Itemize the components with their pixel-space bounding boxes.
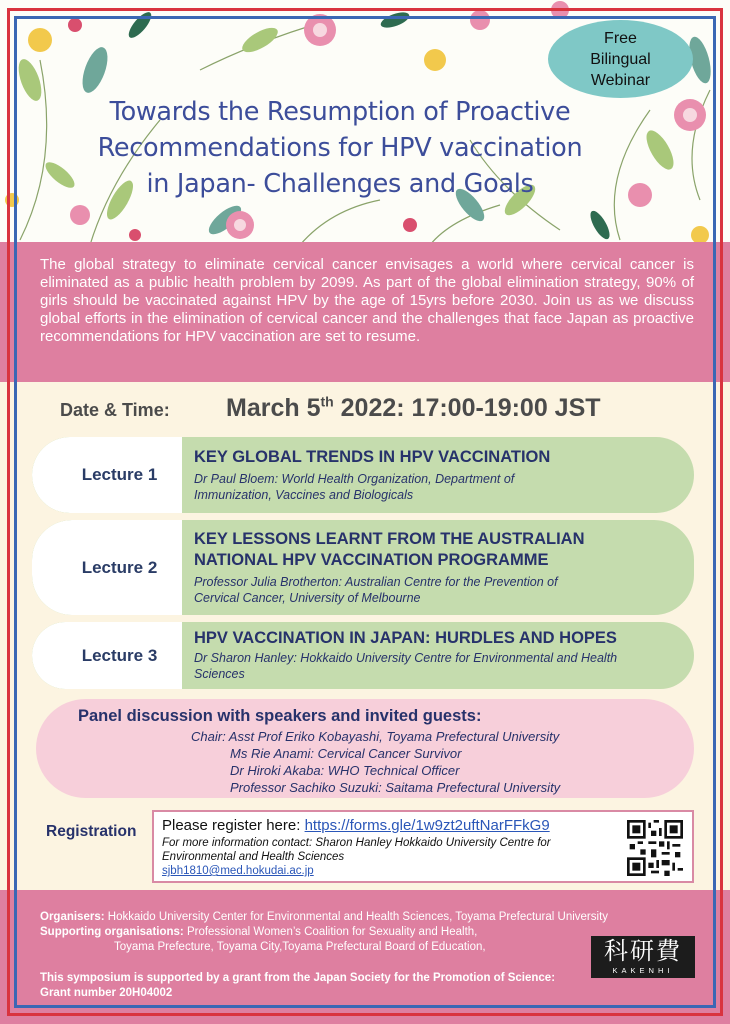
datetime-time: 2022: 17:00-19:00 JST [333,394,601,422]
organisers-label: Organisers: [40,911,105,923]
registration-link[interactable]: https://forms.gle/1w9zt2uftNarFFkG9 [304,817,550,834]
registration-prompt: Please register here: [162,817,301,834]
lecture-speaker [194,471,684,503]
registration-label: Registration [46,823,137,840]
lecture-title: KEY GLOBAL TRENDS IN HPV VACCINATION [194,448,551,466]
organisers-text: Hokkaido University Center for Environmental and Health Sciences, Toyama Prefectural University [104,911,609,923]
intro-section [0,242,730,382]
contact-info: For more information contact: Sharon Hanley Hokkaido University Centre for Environmental and Health Sciences [162,837,551,863]
supporting-label: Supporting organisations: [40,926,184,938]
lecture-body [194,447,684,503]
datetime-date: March 5 [226,394,321,422]
datetime-value [226,394,601,423]
grant-number: Grant number 20H04002 [40,987,173,999]
datetime-label: Date & Time: [60,400,170,420]
lecture-speaker-line: Sciences [194,667,245,681]
lecture-label: Lecture 2 [32,520,182,615]
title-line-1: Towards the Resumption of Proactive [109,97,571,127]
lecture-title: KEY LESSONS LEARNT FROM THE AUSTRALIAN [194,530,585,548]
lecture-speaker-line: Dr Sharon Hanley: Hokkaido University Centre for Environmental and Health [194,651,618,665]
badge-line-3: Webinar [590,72,651,89]
panel-guest: Dr Hiroki Akaba: WHO Technical Officer [230,763,460,778]
lecture-speaker-line: Cervical Cancer, University of Melbourne [194,591,421,605]
lecture-speaker-line: Immunization, Vaccines and Biologicals [194,488,414,502]
badge-line-1: Free [604,30,637,47]
grant-line: This symposium is supported by a grant from the Japan Society for the Promotion of Science: [40,972,556,984]
panel-guest: Ms Rie Anami: Cervical Cancer Survivor [230,746,462,761]
organisers-line [40,910,608,924]
lecture-title: NATIONAL HPV VACCINATION PROGRAMME [194,551,549,569]
panel-chair: Chair: Asst Prof Eriko Kobayashi, Toyama Prefectural University [191,729,560,744]
lecture-title: HPV VACCINATION IN JAPAN: HURDLES AND HOPES [194,629,617,647]
lecture-label: Lecture 1 [32,437,182,513]
lecture-speaker-line: Dr Paul Bloem: World Health Organization, Department of [194,472,515,486]
kakenhi-logo-jp: 科研費 [604,937,682,965]
title-line-2: Recommendations for HPV vaccination [97,133,583,163]
lecture-card [32,622,694,689]
kakenhi-logo [591,936,695,978]
contact-email-link[interactable]: sjbh1810@med.hokudai.ac.jp [162,865,314,877]
panel-discussion [36,699,694,798]
supporting-line [40,925,477,939]
lecture-speaker [194,650,684,682]
supporting-text: Professional Women’s Coalition for Sexuality and Health, [183,926,478,938]
lecture-card [32,520,694,615]
page-title [30,94,650,202]
intro-text: The global strategy to eliminate cervical cancer envisages a world where cervical cancer is eliminated as a public health problem by 2099. As part of the global elimination strategy, 90% of girls should be vaccinated against HPV by the age of 15yrs before 2030. Join us as we discuss global efforts in the elimination of cervical cancer and the challenges that face Japan as proactive recommendations for HPV vaccination are set to resume. [40,256,694,345]
title-line-3: in Japan- Challenges and Goals [146,169,534,199]
registration-prompt-line [162,817,550,834]
supporting-line-2: Toyama Prefecture, Toyama City,Toyama Prefectural Board of Education, [114,941,486,953]
badge-line-2: Bilingual [590,51,651,68]
qr-code-icon[interactable] [627,820,683,876]
free-bilingual-webinar-badge [548,20,693,98]
lecture-speaker-line: Professor Julia Brotherton: Australian Centre for the Prevention of [194,575,558,589]
lecture-label: Lecture 3 [32,622,182,689]
lecture-card [32,437,694,513]
panel-guest: Professor Sachiko Suzuki: Saitama Prefectural University [230,780,561,795]
datetime-ordinal: th [320,393,334,410]
lecture-speaker [194,574,684,606]
lecture-body [194,529,684,606]
lecture-body [194,628,684,682]
registration-box [152,810,694,883]
kakenhi-logo-en: KAKENHI [612,966,674,975]
panel-title: Panel discussion with speakers and invited guests: [78,707,482,725]
